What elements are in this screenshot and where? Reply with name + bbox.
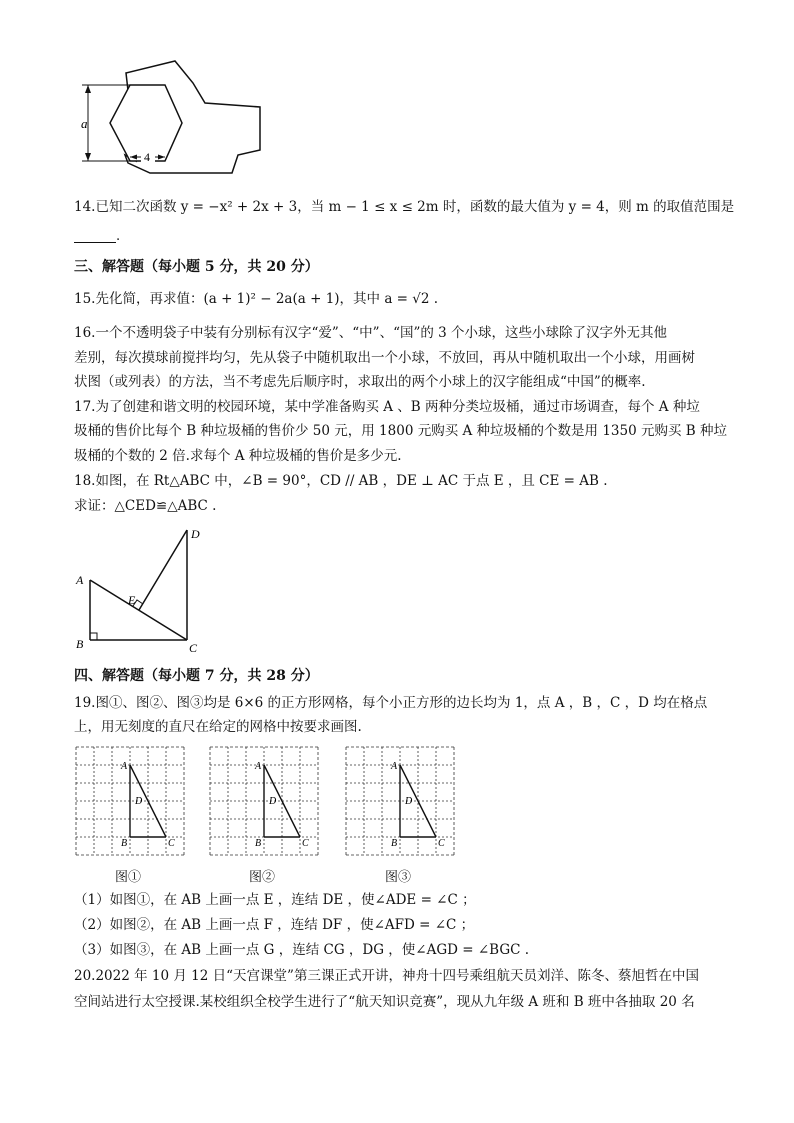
- point-label-B: B: [121, 838, 128, 849]
- q14-text: 14.已知二次函数 y = −x² + 2x + 3，当 m − 1 ≤ x ≤ 2m 时，函数的最大值为 y = 4，则 m 的取值范围是: [74, 199, 735, 215]
- point-label-C: C: [302, 838, 309, 849]
- point-label-C: C: [168, 838, 175, 849]
- section3-title: 三、解答题（每小题 5 分，共 20 分）: [74, 259, 319, 275]
- point-label-D: D: [269, 796, 277, 807]
- q16-line3: 状图（或列表）的方法，当不考虑先后顺序时，求取出的两个小球上的汉字能组成“中国”的概率.: [74, 374, 646, 390]
- point-label-B: B: [255, 838, 262, 849]
- q14-blank-end: .: [116, 229, 121, 244]
- q19-grid-2: [208, 745, 320, 857]
- q18-label-B: B: [76, 637, 84, 651]
- section4-title: 四、解答题（每小题 7 分，共 28 分）: [74, 668, 319, 684]
- q18-label-C: C: [189, 641, 198, 655]
- point-label-A: A: [255, 761, 262, 772]
- point-label-A: A: [391, 761, 398, 772]
- q16-line1: 16.一个不透明袋子中装有分别标有汉字“爱”、“中”、“国”的 3 个小球，这些小球除了汉字外无其他: [74, 325, 668, 341]
- q20-line1: 20.2022 年 10 月 12 日“天宫课堂”第三课正式开讲，神舟十四号乘组航天员刘洋、陈冬、蔡旭哲在中国: [74, 968, 699, 984]
- q18-label-D: D: [191, 527, 200, 541]
- q18-label-E: E: [128, 593, 136, 607]
- q19-line1: 19.图①、图②、图③均是 6×6 的正方形网格，每个小正方形的边长均为 1，点 A ，B ，C ，D 均在格点: [74, 695, 708, 711]
- q19-caption-3: 图③: [385, 870, 412, 885]
- q18-line1: 18.如图，在 Rt△ABC 中，∠B = 90°，CD // AB ，DE ⊥ AC 于点 E ，且 CE = AB .: [74, 473, 608, 489]
- q15-text: 15.先化简，再求值：(a + 1)² − 2a(a + 1)，其中 a = √2 .: [74, 291, 439, 307]
- label-4: 4: [144, 150, 150, 164]
- q14-answer-blank: [74, 228, 116, 243]
- q20-line2: 空间站进行太空授课.某校组织全校学生进行了“航天知识竞赛”，现从九年级 A 班和 B 班中各抽取 20 名: [74, 994, 695, 1010]
- q19-sub2: （2）如图②，在 AB 上画一点 F ，连结 DF ，使∠AFD = ∠C ；: [74, 917, 475, 933]
- point-label-A: A: [121, 761, 128, 772]
- q19-grid-1: [74, 745, 186, 857]
- q17-line3: 圾桶的个数的 2 倍.求每个 A 种垃圾桶的售价是多少元.: [74, 448, 402, 464]
- q19-grid-3: [344, 745, 456, 857]
- q16-line2: 差别，每次摸球前搅拌均匀，先从袋子中随机取出一个小球，不放回，再从中随机取出一个小球，用画树: [74, 350, 695, 366]
- wrench-hexagon-figure: [70, 55, 280, 175]
- q17-line1: 17.为了创建和谐文明的校园环境，某中学准备购买 A 、B 两种分类垃圾桶，通过市场调查，每个 A 种垃: [74, 399, 700, 415]
- point-label-C: C: [438, 838, 445, 849]
- label-a: a: [81, 116, 88, 131]
- q19-sub3: （3）如图③，在 AB 上画一点 G ，连结 CG ，DG ，使∠AGD = ∠BGC .: [74, 942, 530, 958]
- q19-caption-1: 图①: [115, 870, 142, 885]
- q17-line2: 圾桶的售价比每个 B 种垃圾桶的售价少 50 元，用 1800 元购买 A 种垃圾桶的个数是用 1350 元购买 B 种垃: [74, 423, 727, 439]
- point-label-B: B: [391, 838, 398, 849]
- q19-caption-2: 图②: [249, 870, 276, 885]
- point-label-D: D: [135, 796, 143, 807]
- q18-triangle-figure: [70, 522, 220, 657]
- point-label-D: D: [405, 796, 413, 807]
- q19-line2: 上，用无刻度的直尺在给定的网格中按要求画图.: [74, 719, 362, 735]
- q19-sub1: （1）如图①，在 AB 上画一点 E ，连结 DE ，使∠ADE = ∠C ；: [74, 892, 476, 908]
- q18-label-A: A: [76, 573, 84, 587]
- q18-line2: 求证：△CED≌△ABC .: [74, 498, 217, 514]
